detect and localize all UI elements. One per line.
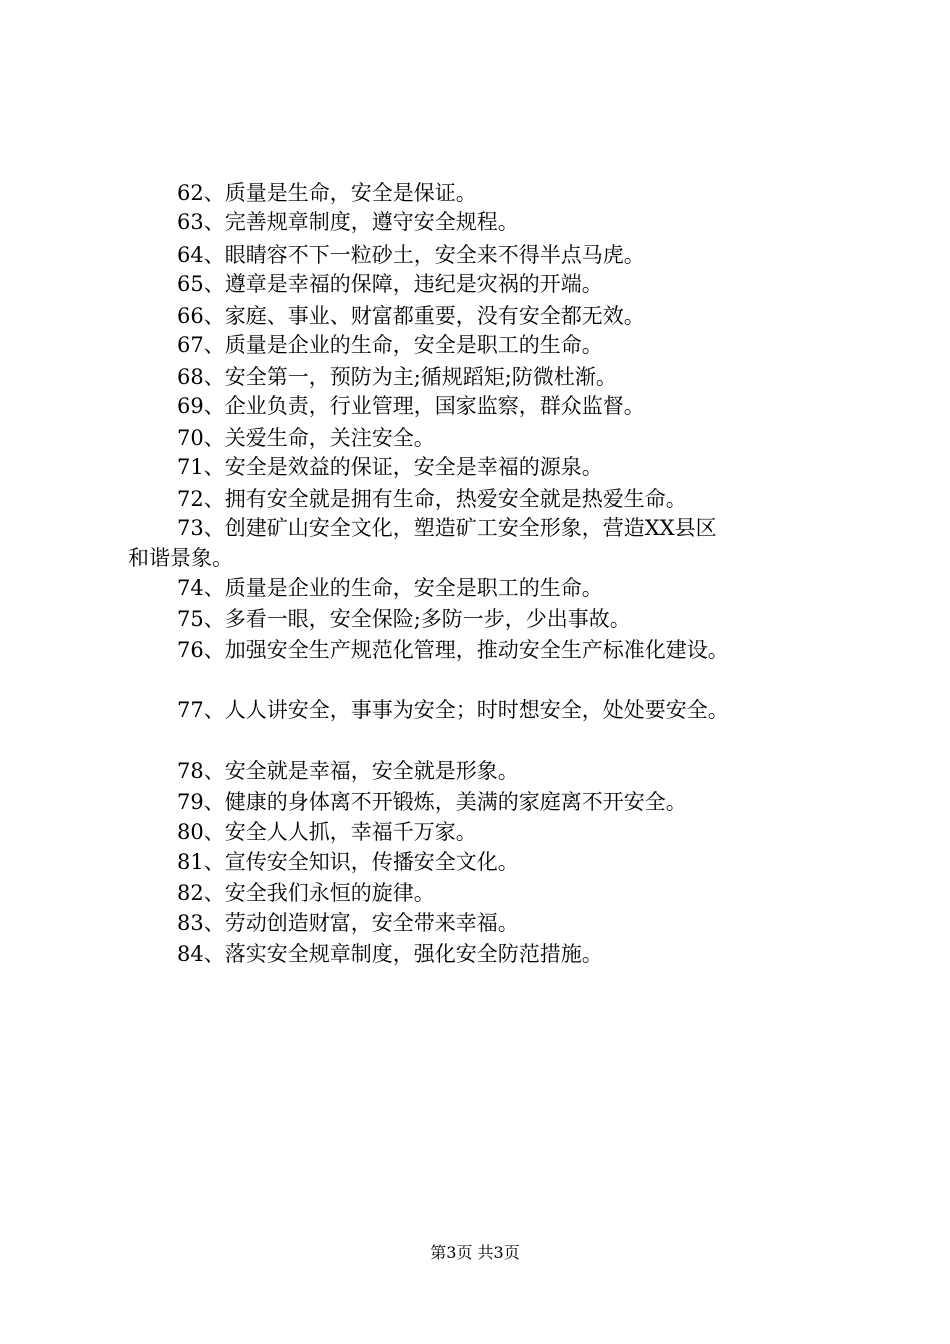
slogan-82: 82、安全我们永恒的旋律。 [177,881,435,905]
slogan-79: 79、健康的身体离不开锻炼，美满的家庭离不开安全。 [177,790,687,814]
slogan-62: 62、质量是生命，安全是保证。 [177,181,477,205]
slogan-72: 72、拥有安全就是拥有生命，热爱安全就是热爱生命。 [177,487,687,511]
slogan-76: 76、加强安全生产规范化管理，推动安全生产标准化建设。 [177,638,729,662]
slogan-84: 84、落实安全规章制度，强化安全防范措施。 [177,942,603,966]
slogan-68: 68、安全第一，预防为主;循规蹈矩;防微杜渐。 [177,365,617,389]
slogan-65: 65、遵章是幸福的保障，违纪是灾祸的开端。 [177,272,603,296]
slogan-77: 77、人人讲安全，事事为安全；时时想安全，处处要安全。 [177,698,729,722]
slogan-64: 64、眼睛容不下一粒砂土，安全来不得半点马虎。 [177,243,645,267]
slogan-70: 70、关爱生命，关注安全。 [177,426,435,450]
slogan-69: 69、企业负责，行业管理，国家监察，群众监督。 [177,394,645,418]
slogan-71: 71、安全是效益的保证，安全是幸福的源泉。 [177,455,603,479]
page-footer: 第3页 共3页 [430,1243,520,1262]
slogan-83: 83、劳动创造财富，安全带来幸福。 [177,911,519,935]
slogan-73: 73、创建矿山安全文化，塑造矿工安全形象，营造XX县区 [177,516,717,540]
slogan-63: 63、完善规章制度，遵守安全规程。 [177,210,519,234]
slogan-81: 81、宣传安全知识，传播安全文化。 [177,850,519,874]
slogan-78: 78、安全就是幸福，安全就是形象。 [177,759,519,783]
slogan-75: 75、多看一眼，安全保险;多防一步，少出事故。 [177,607,631,631]
slogan-74: 74、质量是企业的生命，安全是职工的生命。 [177,576,603,600]
slogan-73-continued: 和谐景象。 [128,546,233,570]
slogan-67: 67、质量是企业的生命，安全是职工的生命。 [177,333,603,357]
slogan-80: 80、安全人人抓，幸福千万家。 [177,820,477,844]
slogan-66: 66、家庭、事业、财富都重要，没有安全都无效。 [177,304,645,328]
